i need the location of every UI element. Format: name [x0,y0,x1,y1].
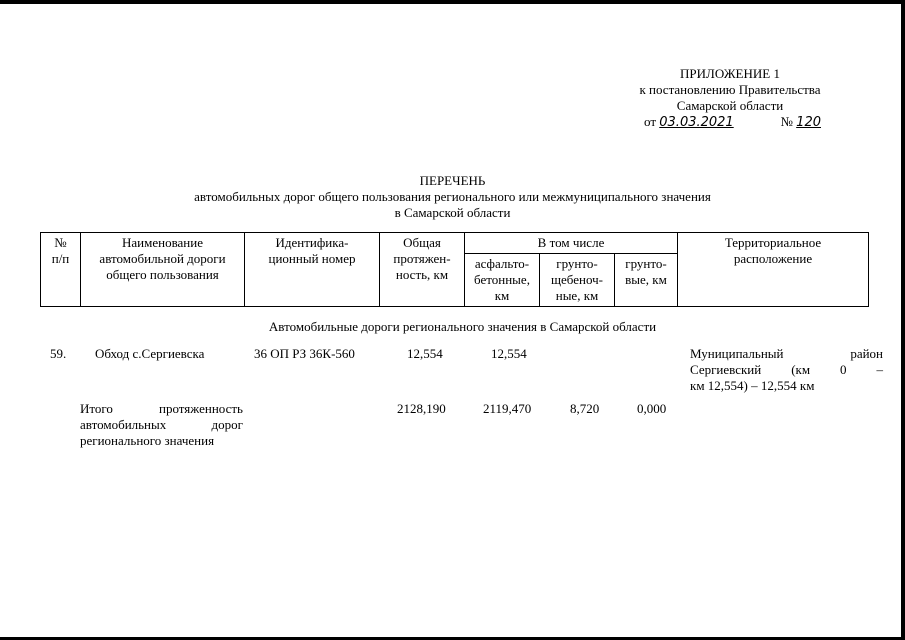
title-line-3: в Самарской области [394,205,511,220]
header-col-length: Общая протяжен- ность, км [380,233,465,307]
row-length: 12,554 [407,346,443,361]
row-num: 59. [50,346,67,361]
header-col-asphalt: асфальто- бетонные, км [465,254,540,307]
header-group-including: В том числе [465,233,678,254]
header-col-id: Идентифика- ционный номер [245,233,380,307]
appendix-signature-line [600,114,860,131]
row-territory: Муниципальный район Сергиевский (км 0 – км 12,554) – 12,554 км [690,346,883,393]
from-label: от [644,114,657,129]
total-gravel: 8,720 [570,401,600,416]
appendix-line-1: ПРИЛОЖЕНИЕ 1 [680,66,780,81]
header-col-territory: Территориальное расположение [678,233,869,307]
row-asphalt: 12,554 [491,346,527,361]
number-label: № [780,114,793,129]
roads-table-header [40,232,869,307]
header-col-num: № п/п [41,233,81,307]
header-col-name: Наименование автомобильной дороги общего пользования [81,233,245,307]
appendix-header [600,66,860,131]
appendix-line-2: к постановлению Правительства [639,82,821,97]
handwritten-number: 120 [796,115,821,130]
scan-border-top [0,0,905,4]
total-dirt: 0,000 [637,401,667,416]
total-label: Итого протяженность автомобильных дорог регионального значения [80,401,243,448]
header-col-gravel: грунто- щебеноч- ные, км [540,254,615,307]
document-title [0,173,905,221]
appendix-line-3: Самарской области [676,98,784,113]
title-line-2: автомобильных дорог общего пользования регионального или межмуниципального значения [194,189,711,204]
section-title: Автомобильные дороги регионального значения в Самарской области [268,319,657,334]
title-heading: ПЕРЕЧЕНЬ [419,173,486,188]
header-col-dirt: грунто- вые, км [615,254,678,307]
handwritten-date: 03.03.2021 [659,115,734,130]
total-length: 2128,190 [397,401,446,416]
row-road-id: 36 ОП РЗ 36К-560 [254,346,355,361]
total-asphalt: 2119,470 [483,401,532,416]
row-road-name: Обход с.Сергиевска [95,346,205,361]
